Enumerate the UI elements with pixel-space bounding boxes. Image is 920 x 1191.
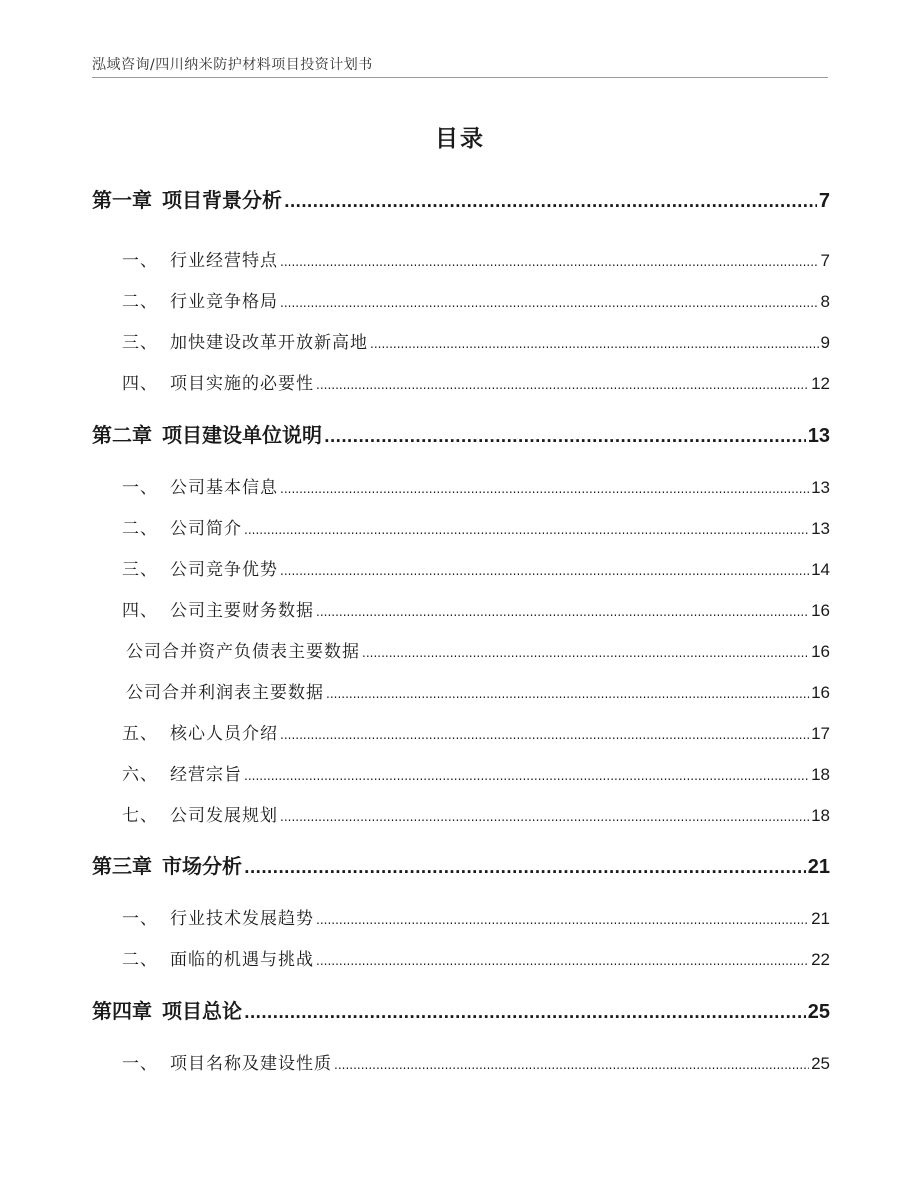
toc-leader-dots (370, 337, 819, 351)
toc-entry-label (92, 369, 314, 394)
toc-subsection[interactable] (92, 678, 830, 703)
toc-entry-page: 18 (811, 806, 830, 825)
toc-entry-page: 14 (811, 560, 830, 579)
toc-entry-page: 16 (811, 642, 830, 661)
toc-entry-label (126, 637, 360, 662)
toc-entry-prefix: 四、 (122, 601, 158, 621)
toc-entry-text: 公司基本信息 (170, 478, 278, 498)
toc-entry-prefix: 七、 (122, 806, 158, 826)
toc-title: 目录 (435, 126, 485, 152)
toc-section[interactable] (92, 514, 830, 539)
toc-entry-text: 公司竞争优势 (170, 560, 278, 580)
toc-entry-prefix: 一、 (122, 251, 158, 271)
toc-entry-page: 25 (807, 1001, 830, 1023)
toc-entry-text: 项目建设单位说明 (162, 423, 322, 447)
toc-entry-label (92, 473, 278, 498)
toc-entry-label (92, 328, 368, 353)
toc-chapter-3[interactable] (92, 850, 830, 879)
toc-chapter-2[interactable] (92, 419, 830, 448)
toc-entry-page: 7 (820, 251, 830, 270)
toc-leader-dots (334, 1058, 809, 1072)
toc-entry-prefix: 第一章 (92, 188, 152, 212)
toc-section[interactable] (92, 369, 830, 394)
toc-entry-label (92, 850, 242, 879)
toc-leader-dots (244, 523, 809, 537)
toc-leader-dots (280, 482, 809, 496)
toc-leader-dots (326, 687, 809, 701)
toc-section[interactable] (92, 328, 830, 353)
toc-section[interactable] (92, 719, 830, 744)
toc-chapter-1[interactable] (92, 184, 830, 213)
toc-section[interactable] (92, 904, 830, 929)
toc-entry-label (92, 995, 242, 1024)
toc-entry-page: 13 (811, 478, 830, 497)
toc-section[interactable] (92, 945, 830, 970)
toc-entry-label (92, 760, 242, 785)
toc-entry-text: 市场分析 (162, 854, 242, 878)
toc-entry-prefix: 二、 (122, 292, 158, 312)
toc-entry-label (92, 514, 242, 539)
toc-leader-dots (280, 255, 819, 269)
toc-entry-text: 项目背景分析 (162, 188, 282, 212)
toc-entry-text: 加快建设改革开放新高地 (170, 333, 368, 353)
toc-entry-text: 经营宗旨 (170, 765, 242, 785)
toc-entry-label (92, 287, 278, 312)
toc-entry-page: 13 (811, 519, 830, 538)
toc-section[interactable] (92, 287, 830, 312)
toc-entry-prefix: 二、 (122, 519, 158, 539)
toc-subsection[interactable] (92, 637, 830, 662)
toc-chapter-4[interactable] (92, 995, 830, 1024)
toc-entry-text: 核心人员介绍 (170, 724, 278, 744)
toc-entry-text: 行业经营特点 (170, 251, 278, 271)
toc-entry-text: 项目总论 (162, 999, 242, 1023)
toc-leader-dots (280, 810, 809, 824)
toc-leader-dots (280, 564, 809, 578)
toc-entry-label (92, 945, 314, 970)
header-rule (92, 77, 828, 78)
toc-entry-label (92, 1049, 332, 1074)
toc-leader-dots (244, 769, 809, 783)
toc-entry-label (126, 678, 324, 703)
toc-entry-text: 面临的机遇与挑战 (170, 950, 314, 970)
toc-entry-label (92, 555, 278, 580)
toc-entry-label (92, 719, 278, 744)
toc-entry-prefix: 五、 (122, 724, 158, 744)
toc-entry-text: 项目实施的必要性 (170, 374, 314, 394)
toc-entry-prefix: 一、 (122, 478, 158, 498)
toc-entry-label (92, 596, 314, 621)
toc-entry-page: 8 (820, 292, 830, 311)
toc-entry-label (92, 801, 278, 826)
toc-entry-page: 21 (811, 909, 830, 928)
toc-entry-prefix: 四、 (122, 374, 158, 394)
toc-leader-dots (316, 378, 809, 392)
toc-section[interactable] (92, 473, 830, 498)
toc-entry-text: 行业技术发展趋势 (170, 909, 314, 929)
toc-entry-text: 公司发展规划 (170, 806, 278, 826)
toc-entry-page: 13 (807, 425, 830, 447)
toc-entry-label (92, 246, 278, 271)
toc-entry-prefix: 第三章 (92, 854, 152, 878)
toc-entry-prefix: 二、 (122, 950, 158, 970)
toc-entry-page: 17 (811, 724, 830, 743)
toc-entry-page: 16 (811, 683, 830, 702)
toc-entry-page: 25 (811, 1054, 830, 1073)
toc-entry-page: 7 (818, 190, 830, 212)
toc-leader-dots (244, 859, 806, 877)
toc-entry-page: 16 (811, 601, 830, 620)
toc-entry-text: 公司合并利润表主要数据 (126, 683, 324, 703)
toc-entry-prefix: 六、 (122, 765, 158, 785)
toc-entry-page: 22 (811, 950, 830, 969)
toc-section[interactable] (92, 1049, 830, 1074)
toc-entry-prefix: 第四章 (92, 999, 152, 1023)
toc-leader-dots (324, 428, 806, 446)
toc-leader-dots (316, 605, 809, 619)
toc-entry-text: 公司主要财务数据 (170, 601, 314, 621)
toc-leader-dots (316, 954, 809, 968)
toc-section[interactable] (92, 760, 830, 785)
toc-entry-text: 项目名称及建设性质 (170, 1054, 332, 1074)
toc-entry-text: 行业竞争格局 (170, 292, 278, 312)
toc-leader-dots (244, 1004, 806, 1022)
toc-entry-page: 21 (807, 856, 830, 878)
toc-entry-page: 9 (820, 333, 830, 352)
toc-entry-label (92, 419, 322, 448)
toc-entry-label (92, 904, 314, 929)
toc-section[interactable] (92, 555, 830, 580)
toc-entry-text: 公司合并资产负债表主要数据 (126, 642, 360, 662)
toc-leader-dots (316, 913, 809, 927)
toc-entry-prefix: 三、 (122, 560, 158, 580)
toc-leader-dots (280, 296, 819, 310)
toc-entry-label (92, 184, 282, 213)
toc-entry-prefix: 第二章 (92, 423, 152, 447)
toc-section[interactable] (92, 596, 830, 621)
toc-entry-prefix: 一、 (122, 1054, 158, 1074)
running-header: 泓域咨询/四川纳米防护材料项目投资计划书 (92, 57, 373, 73)
toc-entry-prefix: 三、 (122, 333, 158, 353)
toc-entry-text: 公司简介 (170, 519, 242, 539)
toc-section[interactable] (92, 801, 830, 826)
toc-leader-dots (280, 728, 809, 742)
toc-leader-dots (284, 193, 817, 211)
toc-leader-dots (362, 646, 809, 660)
toc-entry-page: 12 (811, 374, 830, 393)
toc-entry-page: 18 (811, 765, 830, 784)
toc-section[interactable] (92, 246, 830, 271)
toc-entry-prefix: 一、 (122, 909, 158, 929)
